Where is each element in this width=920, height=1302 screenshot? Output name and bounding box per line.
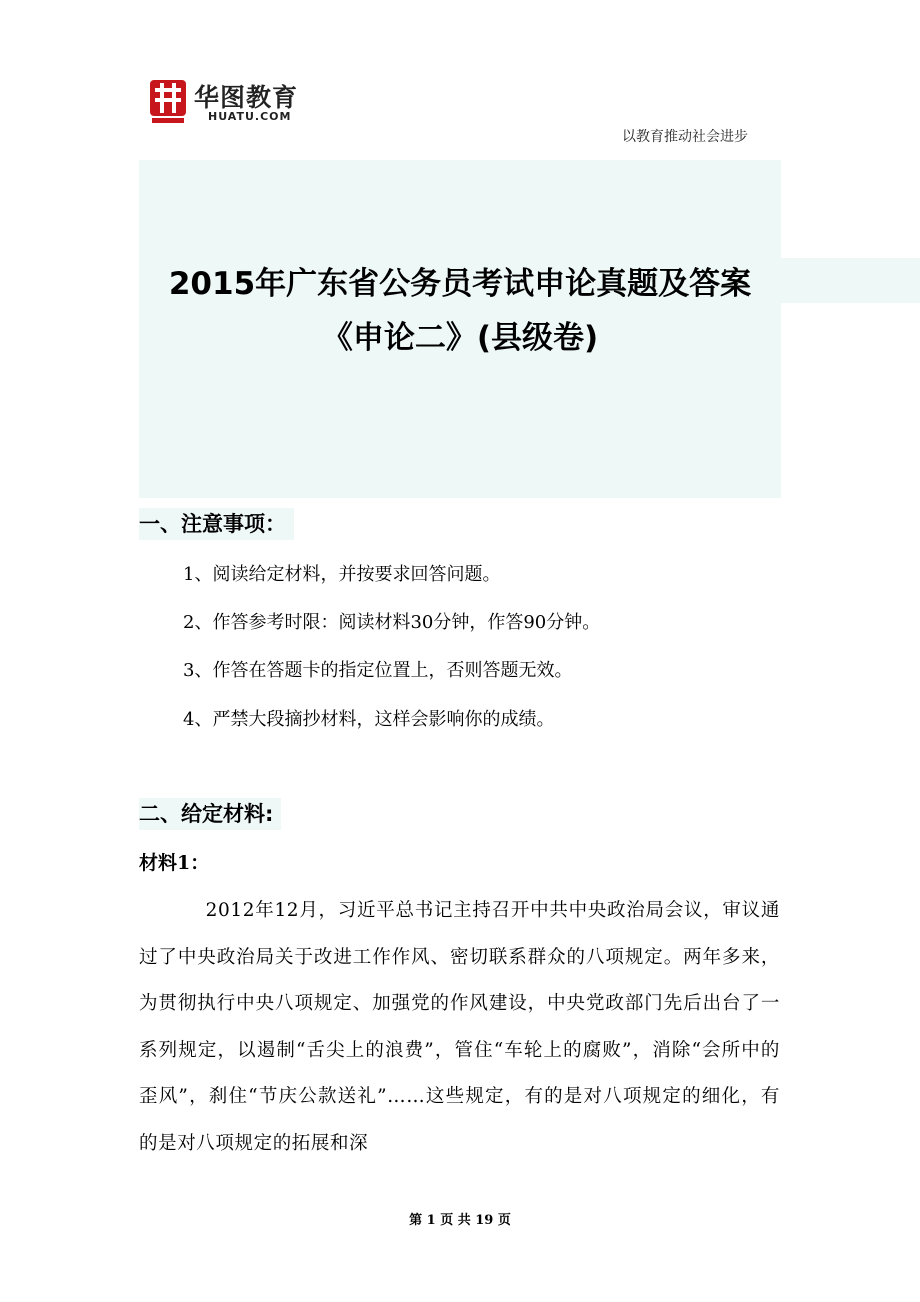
notice-item-2: 2、作答参考时限：阅读材料30分钟，作答90分钟。 (183, 612, 601, 633)
notice-heading: 一、注意事项： (139, 508, 294, 540)
material-label: 材料1： (139, 852, 210, 874)
notice-item-1: 1、阅读给定材料，并按要求回答问题。 (183, 564, 501, 585)
logo-english-text: HUATU.COM (208, 110, 292, 123)
document-subtitle: 《申论二》(县级卷) (321, 320, 599, 356)
notice-item-4: 4、严禁大段摘抄材料，这样会影响你的成绩。 (183, 709, 555, 730)
title-highlight-strip (781, 258, 920, 303)
huatu-logo-icon (150, 80, 186, 124)
page-footer: 第 1 页 共 19 页 (409, 1213, 511, 1228)
materials-heading: 二、给定材料: (139, 798, 281, 830)
notice-item-3: 3、作答在答题卡的指定位置上，否则答题无效。 (183, 660, 573, 681)
document-title: 2015年广东省公务员考试申论真题及答案 (168, 266, 752, 302)
logo-chinese-text: 华图教育 (194, 83, 299, 112)
header-slogan: 以教育推动社会进步 (622, 129, 748, 145)
material-paragraph: 2012年12月，习近平总书记主持召开中共中央政治局会议，审议通过了中央政治局关于改进工作作风、密切联系群众的八项规定。两年多来，为贯彻执行中央八项规定、加强党的作风建设，中央党政部门先后出台了一系列规定，以遏制“舌尖上的浪费”，管住“车轮上的腐败”，消除“会所中的歪风”，刹住“节庆公款送礼”……这些规定，有的是对八项规定的细化，有的是对八项规定的拓展和深 (139, 900, 780, 1154)
